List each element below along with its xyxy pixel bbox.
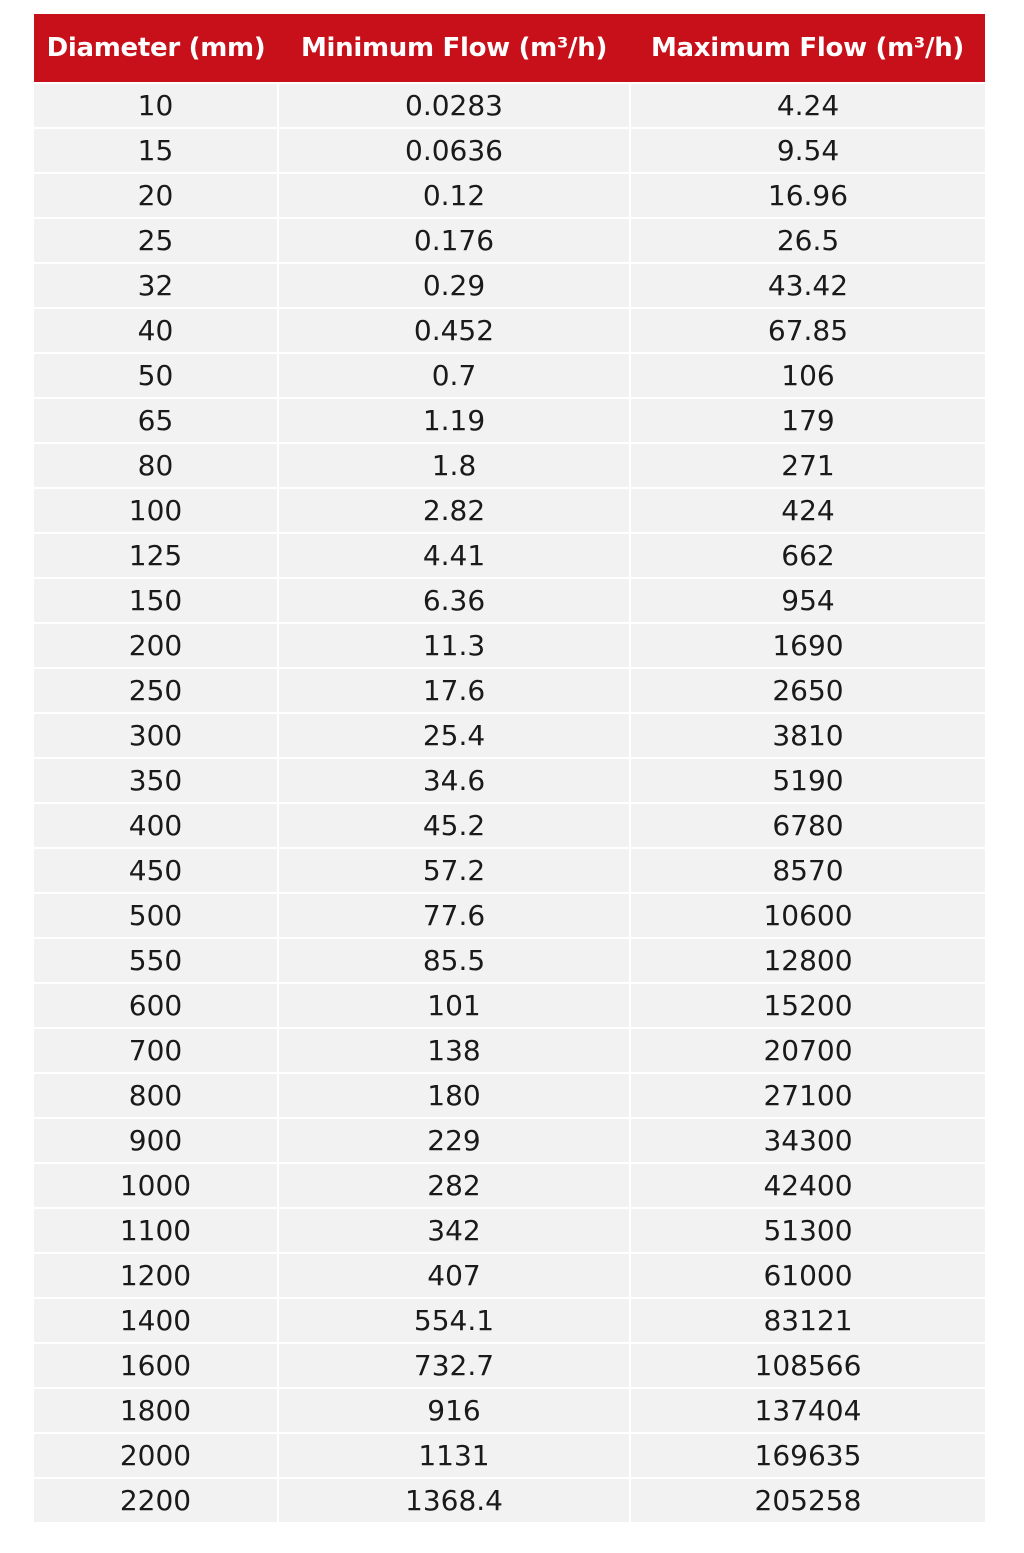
table-row [34,938,985,983]
table-row [34,848,985,893]
cell-diameter: 700 [34,1028,278,1073]
table-row [34,308,985,353]
header-diameter: Diameter (mm) [46,33,266,63]
table-row [34,263,985,308]
table-row [34,1253,985,1298]
cell-minimum-flow: 1368.4 [278,1478,630,1522]
cell-maximum-flow: 43.42 [630,263,985,308]
cell-diameter: 25 [34,218,278,263]
cell-minimum-flow: 25.4 [278,713,630,758]
header-maximum-flow: Maximum Flow (m³/h) [650,33,964,63]
table-row [34,83,985,128]
cell-maximum-flow: 16.96 [630,173,985,218]
cell-maximum-flow: 67.85 [630,308,985,353]
cell-diameter: 1000 [34,1163,278,1208]
cell-minimum-flow: 34.6 [278,758,630,803]
table-row [34,533,985,578]
cell-minimum-flow: 45.2 [278,803,630,848]
table-row [34,1208,985,1253]
cell-diameter: 32 [34,263,278,308]
cell-diameter: 250 [34,668,278,713]
cell-diameter: 80 [34,443,278,488]
cell-minimum-flow: 0.12 [278,173,630,218]
cell-minimum-flow: 407 [278,1253,630,1298]
cell-maximum-flow: 26.5 [630,218,985,263]
cell-minimum-flow: 57.2 [278,848,630,893]
cell-maximum-flow: 83121 [630,1298,985,1343]
table-row [34,488,985,533]
cell-diameter: 40 [34,308,278,353]
table-row [34,1433,985,1478]
cell-minimum-flow: 0.29 [278,263,630,308]
cell-minimum-flow: 554.1 [278,1298,630,1343]
cell-minimum-flow: 1.8 [278,443,630,488]
cell-diameter: 200 [34,623,278,668]
cell-diameter: 300 [34,713,278,758]
table-row [34,1028,985,1073]
flow-table [34,14,985,1522]
cell-maximum-flow: 424 [630,488,985,533]
cell-diameter: 10 [34,83,278,128]
cell-diameter: 125 [34,533,278,578]
cell-maximum-flow: 1690 [630,623,985,668]
cell-minimum-flow: 732.7 [278,1343,630,1388]
cell-maximum-flow: 27100 [630,1073,985,1118]
cell-diameter: 65 [34,398,278,443]
cell-diameter: 150 [34,578,278,623]
cell-maximum-flow: 5190 [630,758,985,803]
cell-diameter: 15 [34,128,278,173]
cell-diameter: 20 [34,173,278,218]
cell-maximum-flow: 61000 [630,1253,985,1298]
table-row [34,1118,985,1163]
table-row [34,443,985,488]
cell-maximum-flow: 42400 [630,1163,985,1208]
table-row [34,1388,985,1433]
cell-minimum-flow: 85.5 [278,938,630,983]
cell-minimum-flow: 77.6 [278,893,630,938]
cell-minimum-flow: 0.7 [278,353,630,398]
table-row [34,623,985,668]
cell-diameter: 50 [34,353,278,398]
cell-minimum-flow: 282 [278,1163,630,1208]
cell-minimum-flow: 0.176 [278,218,630,263]
cell-minimum-flow: 6.36 [278,578,630,623]
cell-diameter: 900 [34,1118,278,1163]
cell-maximum-flow: 3810 [630,713,985,758]
table-row [34,398,985,443]
cell-diameter: 500 [34,893,278,938]
table-row [34,803,985,848]
cell-diameter: 2200 [34,1478,278,1522]
cell-minimum-flow: 180 [278,1073,630,1118]
cell-diameter: 600 [34,983,278,1028]
cell-maximum-flow: 34300 [630,1118,985,1163]
table-row [34,353,985,398]
cell-diameter: 2000 [34,1433,278,1478]
cell-minimum-flow: 138 [278,1028,630,1073]
cell-maximum-flow: 4.24 [630,83,985,128]
cell-maximum-flow: 9.54 [630,128,985,173]
table-row [34,983,985,1028]
table-row [34,1298,985,1343]
cell-minimum-flow: 342 [278,1208,630,1253]
table-row [34,173,985,218]
cell-minimum-flow: 0.0283 [278,83,630,128]
table-row [34,1478,985,1522]
cell-minimum-flow: 11.3 [278,623,630,668]
cell-maximum-flow: 108566 [630,1343,985,1388]
table-row [34,1343,985,1388]
table-row [34,893,985,938]
cell-maximum-flow: 179 [630,398,985,443]
flow-table-container [34,14,985,1522]
table-row [34,218,985,263]
header-row [34,14,985,83]
cell-maximum-flow: 15200 [630,983,985,1028]
cell-maximum-flow: 106 [630,353,985,398]
table-row [34,1163,985,1208]
cell-minimum-flow: 101 [278,983,630,1028]
cell-minimum-flow: 0.452 [278,308,630,353]
cell-minimum-flow: 1.19 [278,398,630,443]
cell-diameter: 1200 [34,1253,278,1298]
cell-diameter: 1800 [34,1388,278,1433]
cell-minimum-flow: 229 [278,1118,630,1163]
cell-maximum-flow: 51300 [630,1208,985,1253]
cell-minimum-flow: 916 [278,1388,630,1433]
cell-maximum-flow: 2650 [630,668,985,713]
cell-maximum-flow: 271 [630,443,985,488]
cell-maximum-flow: 10600 [630,893,985,938]
cell-diameter: 100 [34,488,278,533]
table-body [34,83,985,1522]
table-header [34,14,985,83]
cell-maximum-flow: 12800 [630,938,985,983]
cell-minimum-flow: 2.82 [278,488,630,533]
cell-diameter: 1100 [34,1208,278,1253]
cell-maximum-flow: 137404 [630,1388,985,1433]
header-minimum-flow: Minimum Flow (m³/h) [300,33,608,63]
cell-diameter: 800 [34,1073,278,1118]
cell-diameter: 400 [34,803,278,848]
cell-maximum-flow: 954 [630,578,985,623]
table-row [34,668,985,713]
cell-maximum-flow: 169635 [630,1433,985,1478]
cell-maximum-flow: 20700 [630,1028,985,1073]
cell-diameter: 350 [34,758,278,803]
table-row [34,758,985,803]
cell-minimum-flow: 0.0636 [278,128,630,173]
table-row [34,713,985,758]
table-row [34,128,985,173]
table-row [34,1073,985,1118]
cell-minimum-flow: 1131 [278,1433,630,1478]
cell-maximum-flow: 662 [630,533,985,578]
cell-diameter: 1400 [34,1298,278,1343]
cell-minimum-flow: 4.41 [278,533,630,578]
cell-diameter: 1600 [34,1343,278,1388]
table-row [34,578,985,623]
cell-diameter: 550 [34,938,278,983]
cell-maximum-flow: 205258 [630,1478,985,1522]
cell-minimum-flow: 17.6 [278,668,630,713]
cell-maximum-flow: 6780 [630,803,985,848]
cell-diameter: 450 [34,848,278,893]
cell-maximum-flow: 8570 [630,848,985,893]
